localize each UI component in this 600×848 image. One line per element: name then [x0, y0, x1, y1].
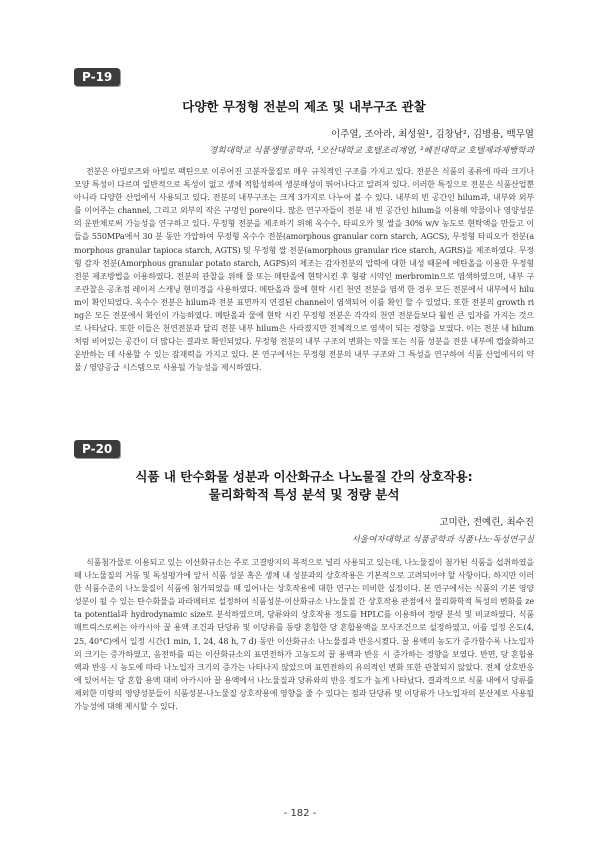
abstract-id-badge: P-19	[74, 68, 120, 86]
author-list: 이주열, 조아라, 최성원¹, 김창남², 김병용, 백무열	[330, 129, 534, 140]
abstract-title-line-2: 물리화학적 특성 분석 및 정량 분석	[208, 487, 400, 502]
affiliation: 경희대학교 식품생명공학과, ¹오산대학교 호텔조리계열, ²혜전대학교 호텔제과제빵학과	[209, 146, 534, 156]
abstract-title: 다양한 무정형 전분의 제조 및 내부구조 관찰	[182, 99, 426, 114]
affiliation: 서울여자대학교 식품공학과 식품나노·독성연구실	[351, 535, 534, 545]
abstract-title-line-1: 식품 내 탄수화물 성분과 이산화규소 나노물질 간의 상호작용:	[135, 469, 473, 484]
abstract-body: 식품첨가물로 이용되고 있는 이산화규소는 주로 고결방지의 목적으로 널리 사용되고 있는데, 나노물질이 첨가된 식품을 섭취하였을 때 나노물질의 거동 및 독성평가에 앞서 식품 성분 혹은 생체 내 성분과의 상호작용은 기본적으로 고려되어야 할 사항이다. 하지만 이러한 식품수준의 나노물질이 식품에 첨가되었을 때 일어나는 상호작용에 대한 연구는 미비한 실정이다. 본 연구에서는 식품의 기본 영양 성분이 될 수 있는 탄수화물을 파라메터로 설정하여 식품성분-이산화규소 나노물질 간 상호작용 관점에서 물리화학적 특성의 변화를 zeta potential과 hydrodynamic size로 분석하였으며, 당류와의 상호작용 정도를 HPLC를 이용하여 정량 분석 및 비교하였다. 식품 매트릭스로써는 아카시아 꿀 용액 조건과 단당류 및 이당류를 동량 혼합한 당 혼합용액을 모사조건으로 설정하였고, 이를 일정 온도(4, 25, 40°C)에서 일정 시간(1 min, 1, 24, 48 h, 7 d) 동안 이산화규소 나노물질과 반응시켰다. 꿀 용액의 농도가 증가함수록 나노입자의 크기는 증가하였고, 음전하를 띠는 이산화규소의 표면전하가 고농도의 꿀 용액과 반응 시 증가하는 경향을 보였다. 반면, 당 혼합용액과 반응 시 농도에 따라 나노입자 크기의 증가는 나타나지 않았으며 표면전하의 유의적인 변화 또한 관찰되지 않았다. 전체 상호반응에 있어서는 당 혼합 용액 대비 아카시아 꿀 용액에서 나노물질과 당류와의 반응 정도가 높게 나타났다. 결과적으로 식품 내에서 당류를 제외한 미량의 영양성분들이 식품성분-나노물질 상호작용에 영향을 줄 수 있다는 점과 단당류 및 이당류가 나노입자의 분산제로 사용될 가능성에 대해 제시할 수 있다.	[74, 558, 534, 712]
abstract-id-badge: P-20	[74, 440, 120, 458]
page-number: - 182 -	[283, 808, 317, 819]
abstract-p19	[74, 66, 534, 375]
abstract-p20	[74, 438, 534, 713]
abstract-body: 전분은 아밀로즈와 아밀로 펙틴으로 이루어진 고분자물질로 매우 규칙적인 구조를 가지고 있다. 전분은 식품의 종류에 따라 크기나 모양 특성이 다르며 일반적으로 독성이 없고 생체 적합성하여 생분해성이 뛰어나다고 알려져 있다. 이러한 특징으로 전분은 식품산업뿐 아니라 다양한 산업에서 사용되고 있다. 전분의 내부구조는 크게 3가지로 나누어 볼 수 있다. 내부의 빈 공간인 hilum과, 내부와 외부를 이어주는 channel, 그리고 외부의 작은 구멍인 pore이다. 많은 연구자들이 전분 내 빈 공간인 hilum을 이용해 약물이나 영양성분의 운반체로써 가능성을 연구하고 있다. 무정형 전분을 제조하기 위해 옥수수, 타피오카 및 쌀을 30% w/v 농도로 현탁액을 만들고 이들을 550MPa에서 30 분 동안 가압하여 무정형 옥수수 전분(amorphous granular corn starch, AGCS), 무정형 타피오카 전분(amorphous granular tapioca starch, AGTS) 및 무정형 쌀 전분(amorphous granular rice starch, AGRS)을 제조하였다. 무정형 감자 전분(Amorphous granular potato starch, AGPS)의 제조는 감자전분의 압력에 대한 내성 때문에 에탄올을 이용한 무정형 전분 제조방법을 이용하였다. 전분의 관찰을 위해 물 또는 메탄올에 현탁시킨 후 형광 시약인 merbromin으로 염색하였으며, 내부 구조관찰은 공초점 레이저 스캐닝 현미경을 사용하였다. 메탄올과 물에 현탁 시킨 천연 전분을 염색 한 경우 모든 전분에서 내부에서 hilum이 확인되었다. 옥수수 전분은 hilum과 전분 표면까지 연결된 channel이 염색되어 이를 확인 할 수 있었다. 또한 전분의 growth ring은 모든 전분에서 확인이 가능하였다. 메탄올과 물에 현탁 시킨 무정형 전분은 각각의 천연 전분들보다 훨씬 큰 입자를 가지는 것으로 나타났다. 또한 이들은 천연전분과 달리 전분 내부 hilum은 사라졌지만 전체적으로 염색이 되는 경향을 보였다. 이는 전분 내 hilum처럼 비어있는 공간이 더 많다는 결과로 확인되었다. 무정형 전분의 내부 구조의 변화는 약물 또는 식품 성분을 전분 내부에 캡슐화하고 운반하는 데 사용할 수 있는 잠재력을 가지고 있다. 본 연구에서는 무정형 전분의 내부 구조와 그 특성을 연구하여 식품 산업에서의 약물 / 영양공급 시스템으로 사용될 가능성을 제시하였다.	[74, 167, 535, 373]
author-list: 고미란, 전예린, 최수진	[439, 517, 534, 528]
